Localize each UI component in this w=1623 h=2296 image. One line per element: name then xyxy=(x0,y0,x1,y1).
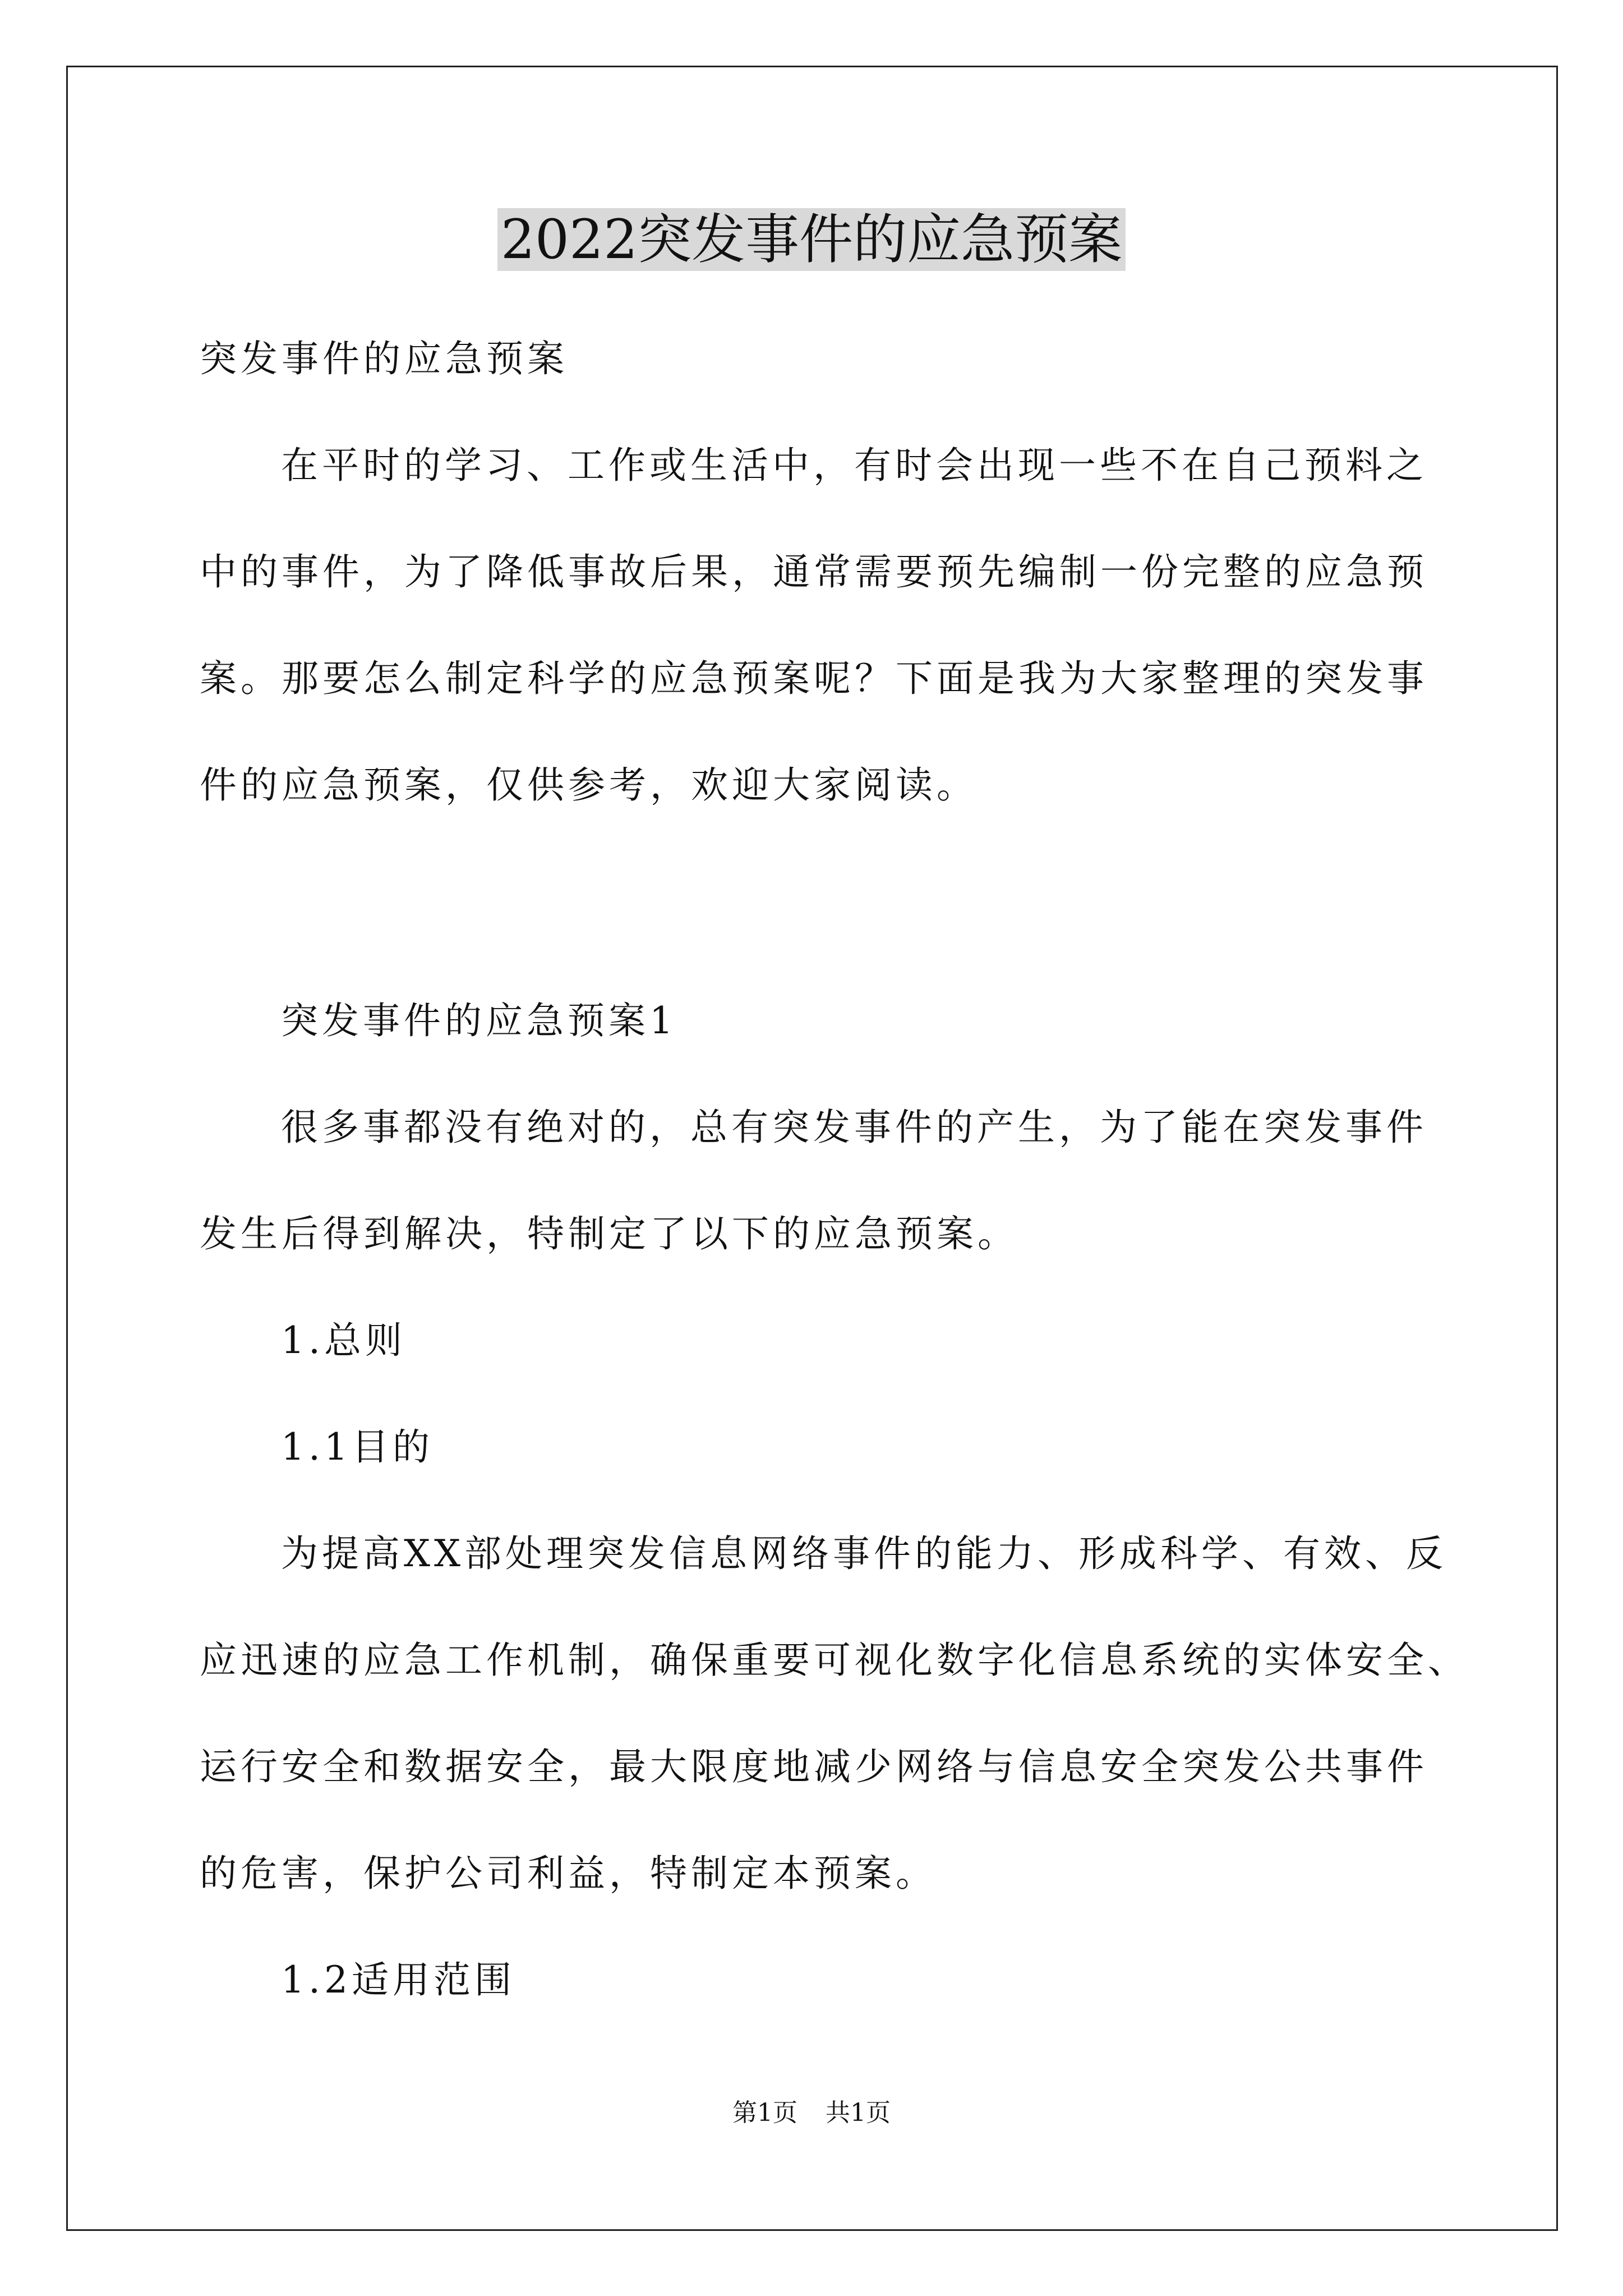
intro-line-2: 中的事件，为了降低事故后果，通常需要预先编制一份完整的应急预 xyxy=(200,550,1428,593)
section-paragraph-1-line-1: 很多事都没有绝对的，总有突发事件的产生，为了能在突发事件 xyxy=(281,1106,1427,1149)
purpose-line-3: 运行安全和数据安全，最大限度地减少网络与信息安全突发公共事件 xyxy=(200,1745,1428,1788)
heading-general: 1.总则 xyxy=(281,1319,406,1362)
purpose-line-4: 的危害，保护公司利益，特制定本预案。 xyxy=(200,1852,937,1895)
page-footer xyxy=(0,2096,1623,2130)
document-title-text: 2022突发事件的应急预案 xyxy=(497,208,1126,271)
document-subtitle: 突发事件的应急预案 xyxy=(200,337,568,380)
section-paragraph-1-line-2: 发生后得到解决，特制定了以下的应急预案。 xyxy=(200,1212,1018,1255)
document-title xyxy=(0,203,1623,276)
intro-line-3: 案。那要怎么制定科学的应急预案呢？下面是我为大家整理的突发事 xyxy=(200,657,1428,700)
purpose-line-2: 应迅速的应急工作机制，确保重要可视化数字化信息系统的实体安全、 xyxy=(200,1639,1469,1682)
intro-line-1: 在平时的学习、工作或生活中，有时会出现一些不在自己预料之 xyxy=(281,444,1427,487)
page-total: 共1页 xyxy=(826,2099,891,2127)
purpose-line-1: 为提高XX部处理突发信息网络事件的能力、形成科学、有效、反 xyxy=(281,1532,1447,1575)
section-heading: 突发事件的应急预案1 xyxy=(281,999,677,1042)
intro-line-4: 件的应急预案，仅供参考，欢迎大家阅读。 xyxy=(200,763,978,807)
heading-scope: 1.2适用范围 xyxy=(281,1958,515,2001)
page-number: 第1页 xyxy=(732,2099,797,2127)
heading-purpose: 1.1目的 xyxy=(281,1425,434,1469)
